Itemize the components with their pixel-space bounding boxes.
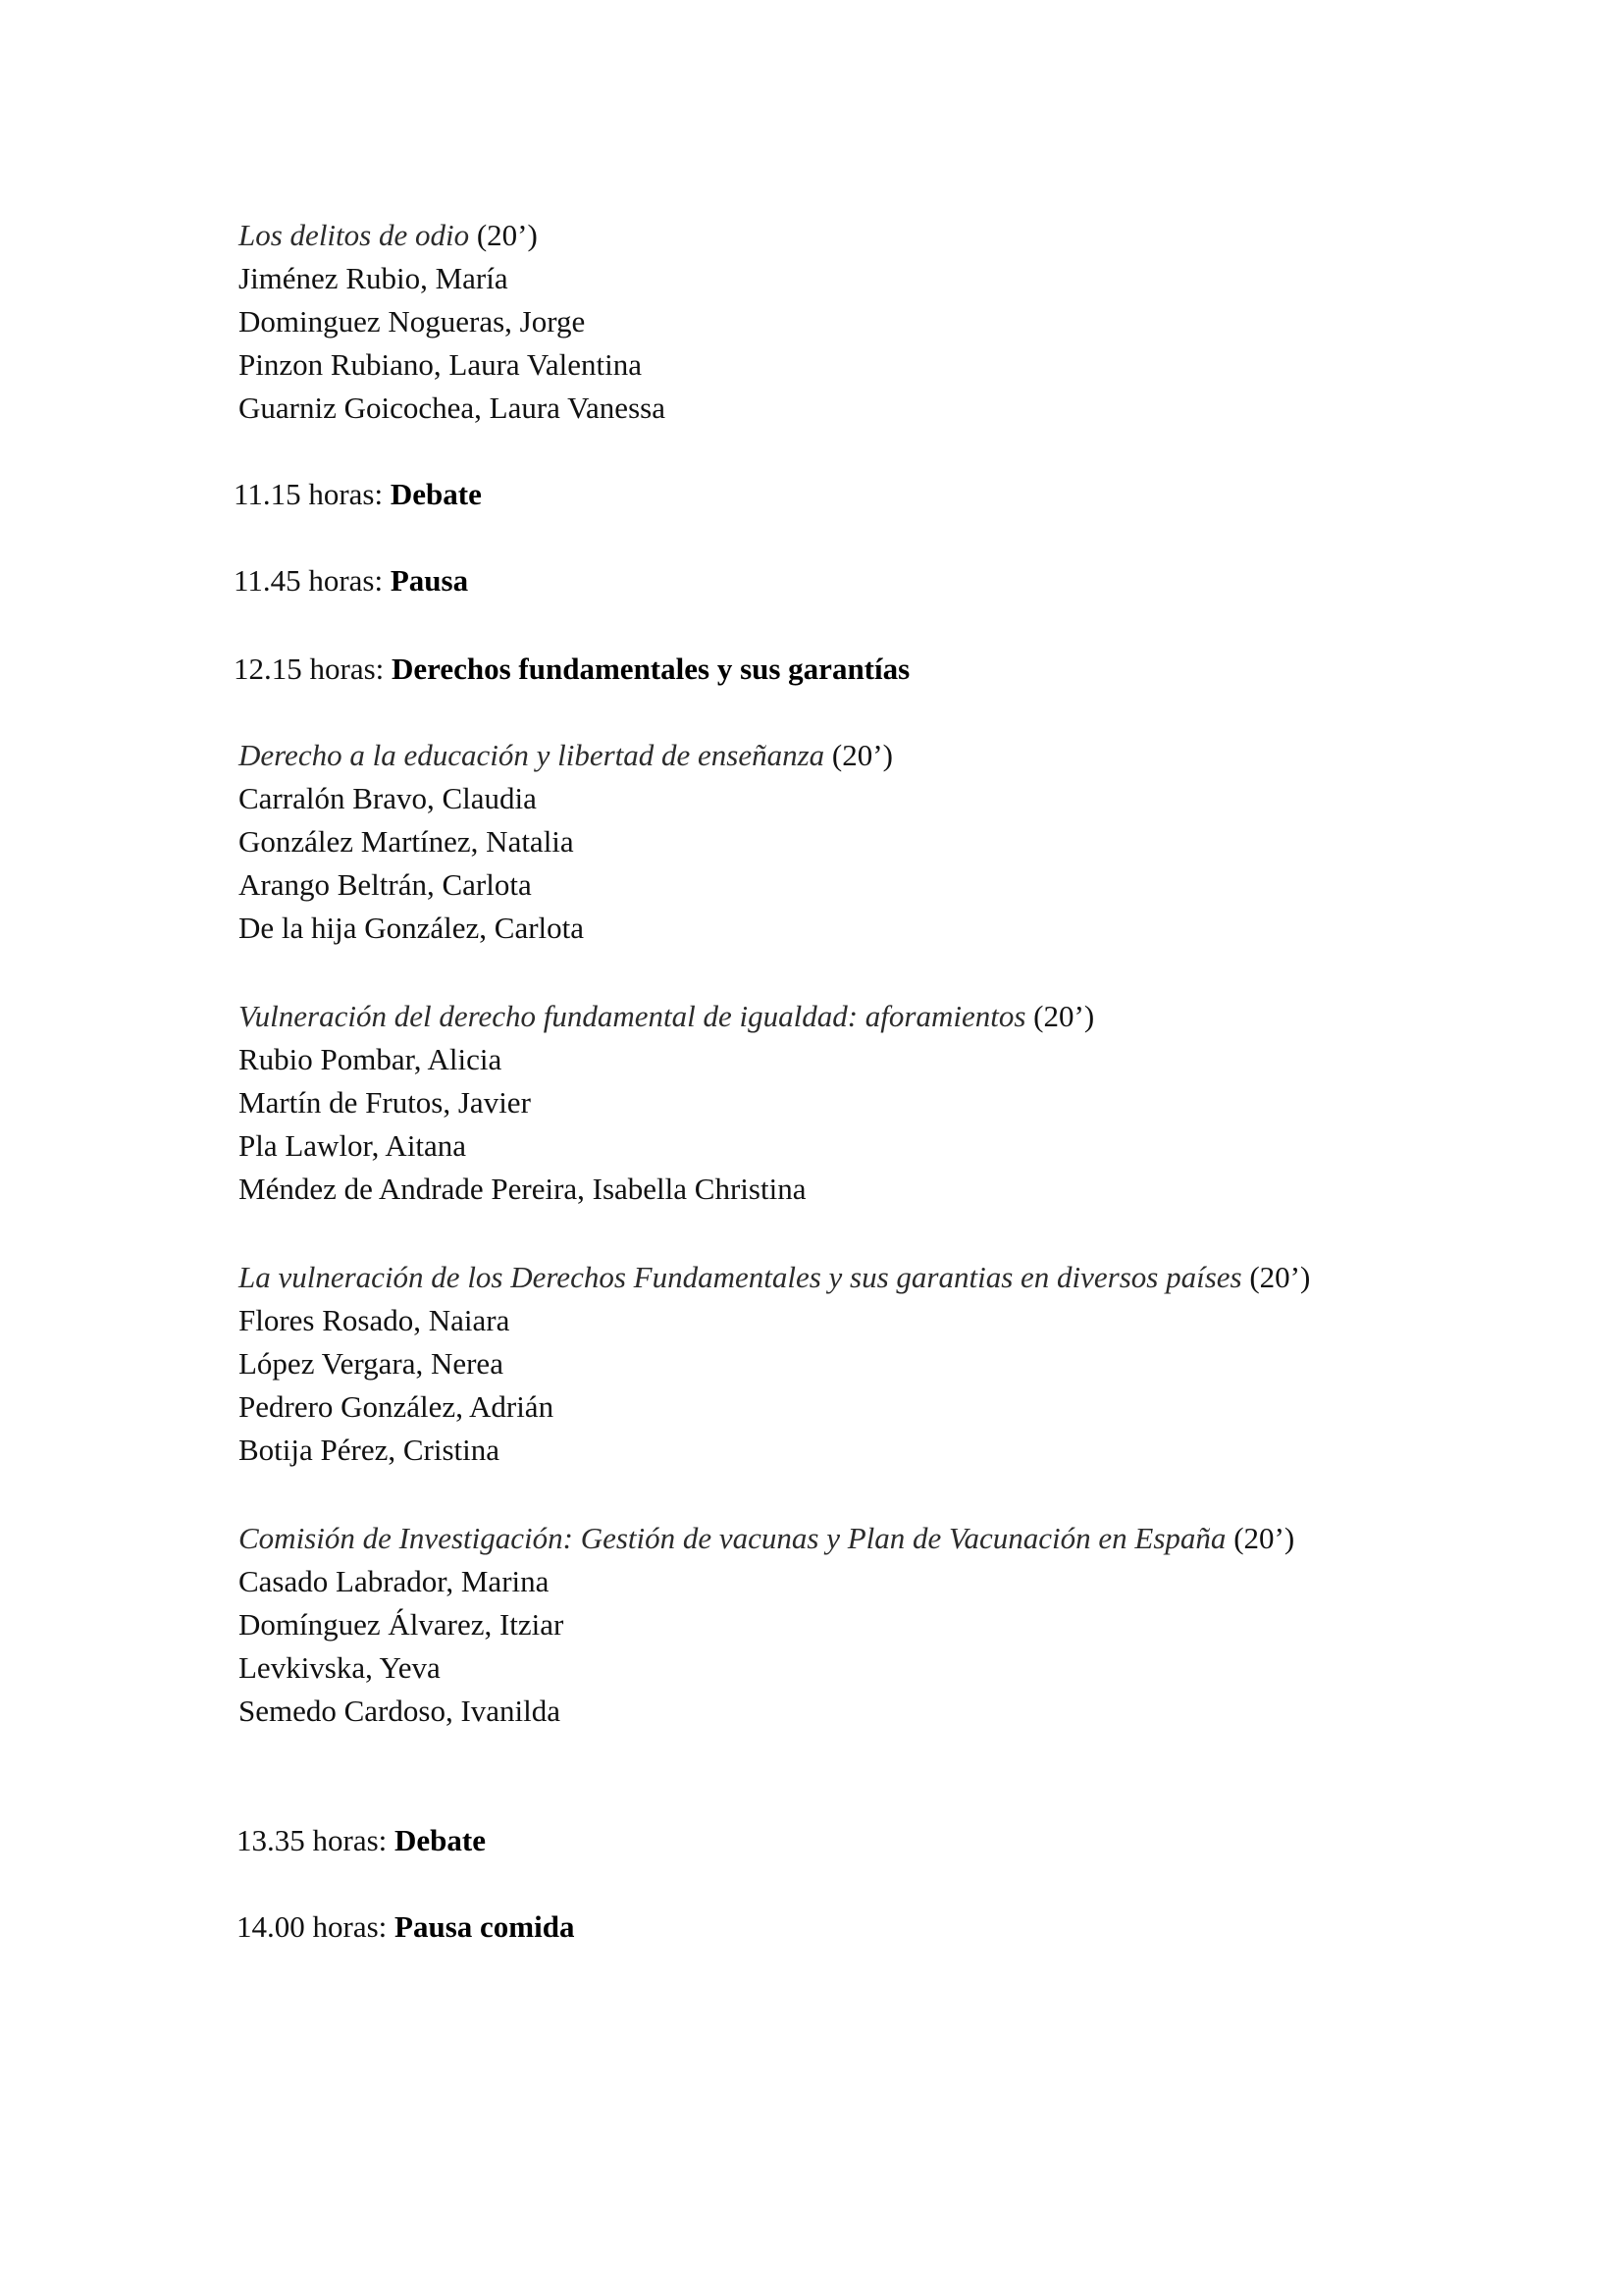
author-name: Flores Rosado, Naiara <box>238 1303 510 1337</box>
talk-title-line <box>238 736 893 775</box>
talk-duration: (20’) <box>1233 1521 1295 1555</box>
talk-duration: (20’) <box>831 738 893 772</box>
schedule-time: 13.35 horas: <box>236 1823 388 1857</box>
author-name: Levkivska, Yeva <box>238 1650 441 1685</box>
schedule-item <box>236 1821 486 1860</box>
author-name: Carralón Bravo, Claudia <box>238 781 537 815</box>
author-name: Pinzon Rubiano, Laura Valentina <box>238 347 642 382</box>
author-name: Casado Labrador, Marina <box>238 1564 550 1598</box>
talk-duration: (20’) <box>1249 1260 1311 1294</box>
author-name: López Vergara, Nerea <box>238 1346 503 1381</box>
author-name: Dominguez Nogueras, Jorge <box>238 304 586 339</box>
schedule-item <box>234 475 482 514</box>
talk-title-line <box>238 1258 1310 1297</box>
author-name: Méndez de Andrade Pereira, Isabella Christina <box>238 1172 807 1206</box>
author-name: Pedrero González, Adrián <box>238 1389 554 1424</box>
author-name: Semedo Cardoso, Ivanilda <box>238 1694 561 1728</box>
schedule-time: 11.45 horas: <box>234 563 384 598</box>
talk-title: Comisión de Investigación: Gestión de vacunas y Plan de Vacunación en España <box>238 1521 1227 1555</box>
talk-duration: (20’) <box>1033 999 1095 1033</box>
schedule-time: 11.15 horas: <box>234 477 384 511</box>
author-name: Pla Lawlor, Aitana <box>238 1128 467 1163</box>
author-name: Guarniz Goicochea, Laura Vanessa <box>238 391 665 425</box>
talk-title-line <box>238 997 1094 1036</box>
talk-title: Los delitos de odio <box>238 218 470 252</box>
schedule-item <box>234 561 468 600</box>
schedule-label: Pausa <box>390 563 469 598</box>
talk-title-line <box>238 216 538 255</box>
talk-title: Derecho a la educación y libertad de enseñanza <box>238 738 825 772</box>
author-name: Martín de Frutos, Javier <box>238 1085 531 1120</box>
author-name: González Martínez, Natalia <box>238 824 574 859</box>
schedule-label: Debate <box>394 1823 486 1857</box>
schedule-label: Debate <box>390 477 482 511</box>
talk-duration: (20’) <box>476 218 538 252</box>
author-name: Domínguez Álvarez, Itziar <box>238 1607 564 1642</box>
schedule-time: 14.00 horas: <box>236 1909 388 1944</box>
schedule-label: Pausa comida <box>394 1909 575 1944</box>
author-name: Botija Pérez, Cristina <box>238 1433 500 1467</box>
schedule-item <box>236 1907 574 1947</box>
author-name: Arango Beltrán, Carlota <box>238 867 532 902</box>
schedule-label: Derechos fundamentales y sus garantías <box>392 652 911 686</box>
schedule-time: 12.15 horas: <box>234 652 385 686</box>
author-name: Rubio Pombar, Alicia <box>238 1042 502 1076</box>
schedule-item <box>234 650 910 689</box>
author-name: De la hija González, Carlota <box>238 911 585 945</box>
talk-title-line <box>238 1519 1294 1558</box>
talk-title: La vulneración de los Derechos Fundamentales y sus garantias en diversos países <box>238 1260 1242 1294</box>
author-name: Jiménez Rubio, María <box>238 261 508 295</box>
talk-title: Vulneración del derecho fundamental de igualdad: aforamientos <box>238 999 1026 1033</box>
